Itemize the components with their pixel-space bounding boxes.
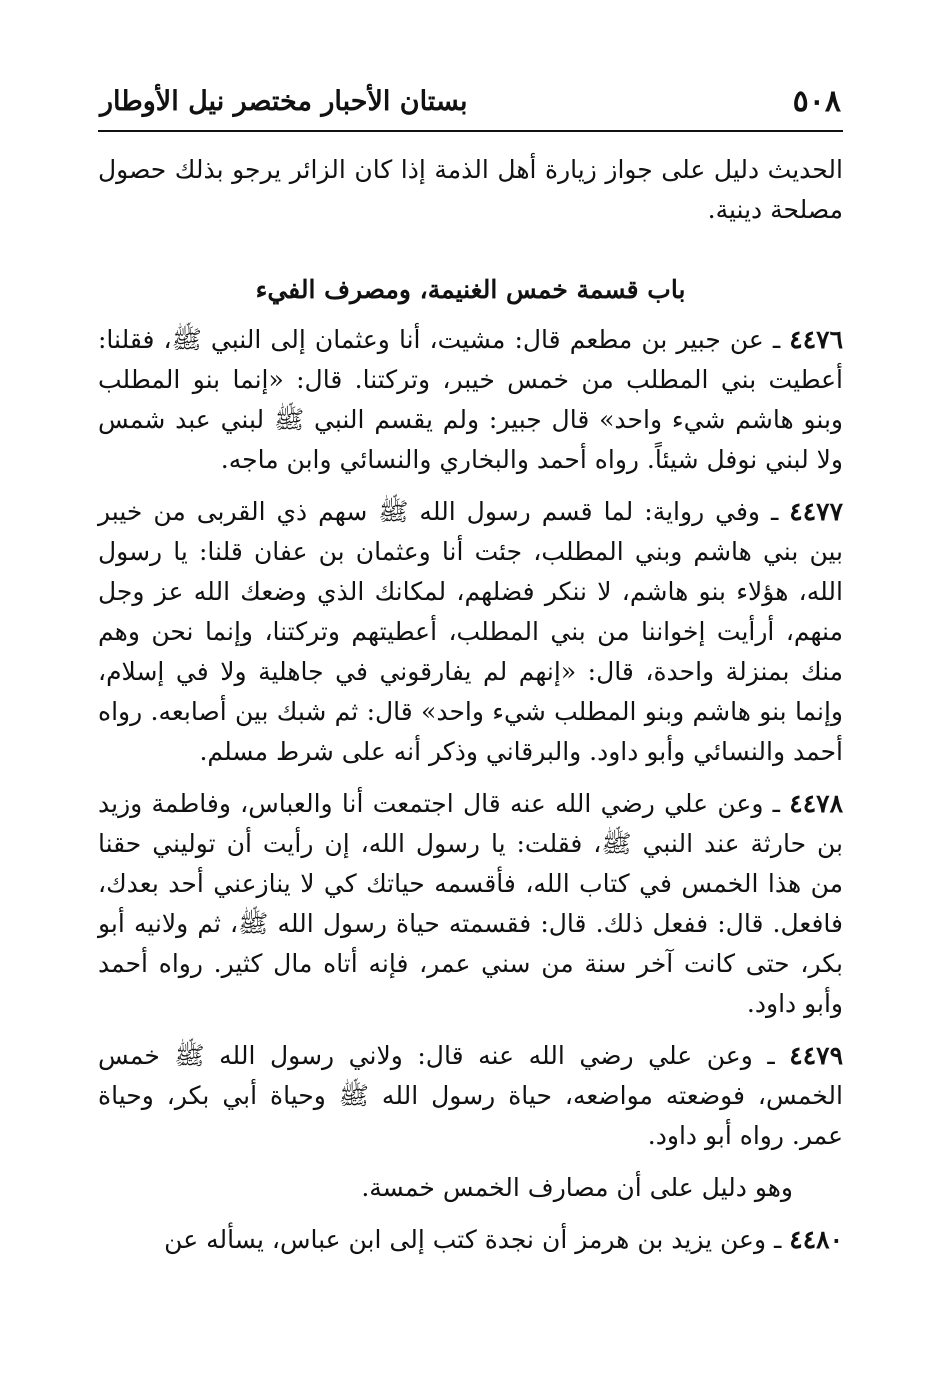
intro-text: الحديث دليل على جواز زيارة أهل الذمة إذا كان الزائر يرجو بذلك حصول مصلحة دينية. [98, 155, 843, 224]
hadith-paragraph [98, 492, 843, 772]
intro-paragraph [98, 150, 843, 230]
page-header [98, 80, 843, 132]
hadith-text: ـ وعن علي رضي الله عنه قال: ولاني رسول الله ﷺ خمس الخمس، فوضعته مواضعه، حياة رسول الله ﷺ وحياة أبي بكر، وحياة عمر. رواه أبو داود. [98, 1041, 843, 1150]
hadith-number: ٤٤٧٦ [789, 325, 843, 354]
note-text: وهو دليل على أن مصارف الخمس خمسة. [361, 1173, 793, 1202]
hadith-text: ـ عن جبير بن مطعم قال: مشيت، أنا وعثمان إلى النبي ﷺ، فقلنا: أعطيت بني المطلب من خمس خيبر، وتركتنا. قال: «إنما بنو المطلب وبنو هاشم شيء واحد» قال جبير: ولم يقسم النبي ﷺ لبني عبد شمس ولا لبني نوفل شيئاً. رواه أحمد والبخاري والنسائي وابن ماجه. [98, 325, 843, 474]
hadith-paragraph [98, 1220, 843, 1260]
hadith-paragraph [98, 320, 843, 480]
hadith-number: ٤٤٧٨ [789, 789, 843, 818]
hadith-number: ٤٤٨٠ [789, 1225, 843, 1254]
hadith-text: ـ وعن علي رضي الله عنه قال اجتمعت أنا والعباس، وفاطمة وزيد بن حارثة عند النبي ﷺ، فقلت: يا رسول الله، إن رأيت أن توليني حقنا من هذا الخمس في كتاب الله، فأقسمه حياتك كي لا ينازعني أحد بعدك، فافعل. قال: ففعل ذلك. قال: فقسمته حياة رسول الله ﷺ، ثم ولانيه أبو بكر، حتى كانت آخر سنة من سني عمر، فإنه أتاه مال كثير. رواه أحمد وأبو داود. [98, 789, 843, 1018]
hadith-paragraph [98, 784, 843, 1024]
hadith-number: ٤٤٧٧ [789, 497, 843, 526]
chapter-title: باب قسمة خمس الغنيمة، ومصرف الفيء [255, 275, 686, 304]
page-number: ٥٠٨ [792, 84, 841, 119]
hadith-text: ـ وفي رواية: لما قسم رسول الله ﷺ سهم ذي القربى من خيبر بين بني هاشم وبني المطلب، جئت أنا وعثمان بن عفان قلنا: يا رسول الله، هؤلاء بنو هاشم، لا ننكر فضلهم، لمكانك الذي وضعك الله عز وجل منهم، أرأيت إخواننا من بني المطلب، أعطيتهم وتركتنا، وإنما نحن وهم منك بمنزلة واحدة، قال: «إنهم لم يفارقوني في جاهلية ولا في إسلام، وإنما بنو هاشم وبنو المطلب شيء واحد» قال: ثم شبك بين أصابعه. رواه أحمد والنسائي وأبو داود. والبرقاني وذكر أنه على شرط مسلم. [98, 497, 843, 766]
page-body [98, 150, 843, 1272]
running-title: بستان الأحبار مختصر نيل الأوطار [100, 86, 468, 117]
hadith-text: ـ وعن يزيد بن هرمز أن نجدة كتب إلى ابن عباس، يسأله عن [164, 1225, 782, 1254]
hadith-number: ٤٤٧٩ [789, 1041, 843, 1070]
hadith-paragraph [98, 1036, 843, 1156]
note-paragraph [98, 1168, 843, 1208]
